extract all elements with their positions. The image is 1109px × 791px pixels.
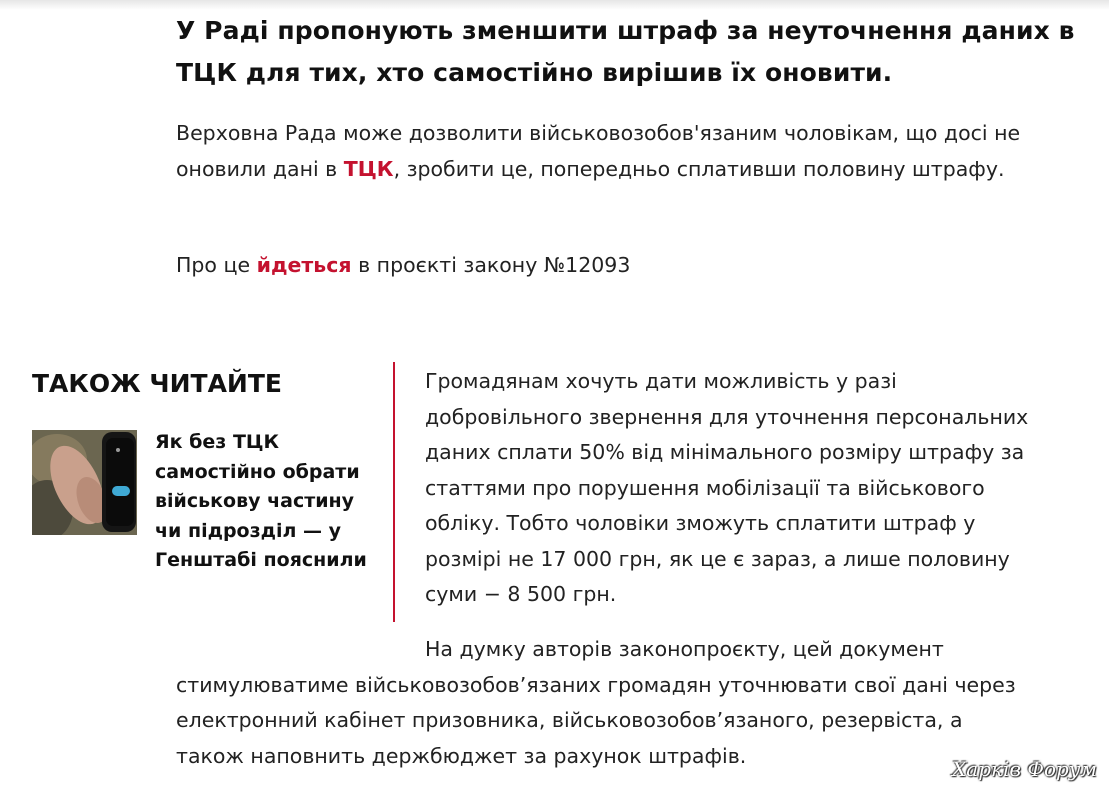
related-article-card[interactable] bbox=[32, 428, 372, 608]
related-article-title: Як без ТЦК самостійно обрати військову частину чи підрозділ — у Генштабі пояснили bbox=[155, 431, 367, 571]
article-source bbox=[176, 248, 1036, 284]
related-article-thumbnail bbox=[32, 430, 137, 535]
source-text-before: Про це bbox=[176, 253, 257, 277]
also-read-heading: ТАКОЖ ЧИТАЙТЕ bbox=[32, 369, 282, 398]
lead-text-after: , зробити це, попередньо сплативши половину штрафу. bbox=[393, 156, 1005, 181]
article-closing-paragraph: На думку авторів законопроєкту, цей документ стимулюватиме військовозобов’язаних громадян уточнювати свої дані через електронний кабінет призовника, військовозобов’язаного, резервіста, а також наповнить держбюджет за рахунок штрафів. bbox=[176, 637, 1016, 768]
article-lead bbox=[176, 116, 1036, 187]
also-read-divider bbox=[393, 362, 395, 622]
article-headline: У Раді пропонують зменшити штраф за неуточнення даних в ТЦК для тих, хто самостійно вирішив їх оновити. bbox=[176, 16, 1075, 87]
article-body-paragraph: Громадянам хочуть дати можливість у разі добровільного звернення для уточнення персональних даних сплати 50% від мінімального розміру штрафу за статтями про порушення мобілізації та військового обліку. Тобто чоловіки зможуть сплатити штраф у розмірі не 17 000 грн, як це є зараз, а лише половину суми − 8 500 грн. bbox=[425, 369, 1029, 606]
tck-link[interactable]: ТЦК bbox=[343, 156, 394, 181]
lead-text-before: Верховна Рада може дозволити військовозобов'язаним чоловікам, що досі не оновили дані в bbox=[176, 121, 1021, 181]
source-text-after: в проєкті закону №12093 bbox=[351, 253, 631, 277]
site-watermark: Харків Форум bbox=[952, 757, 1097, 781]
source-link[interactable]: йдеться bbox=[256, 253, 352, 277]
phone-in-hand-photo-icon bbox=[32, 430, 137, 535]
top-shadow bbox=[0, 0, 1109, 10]
